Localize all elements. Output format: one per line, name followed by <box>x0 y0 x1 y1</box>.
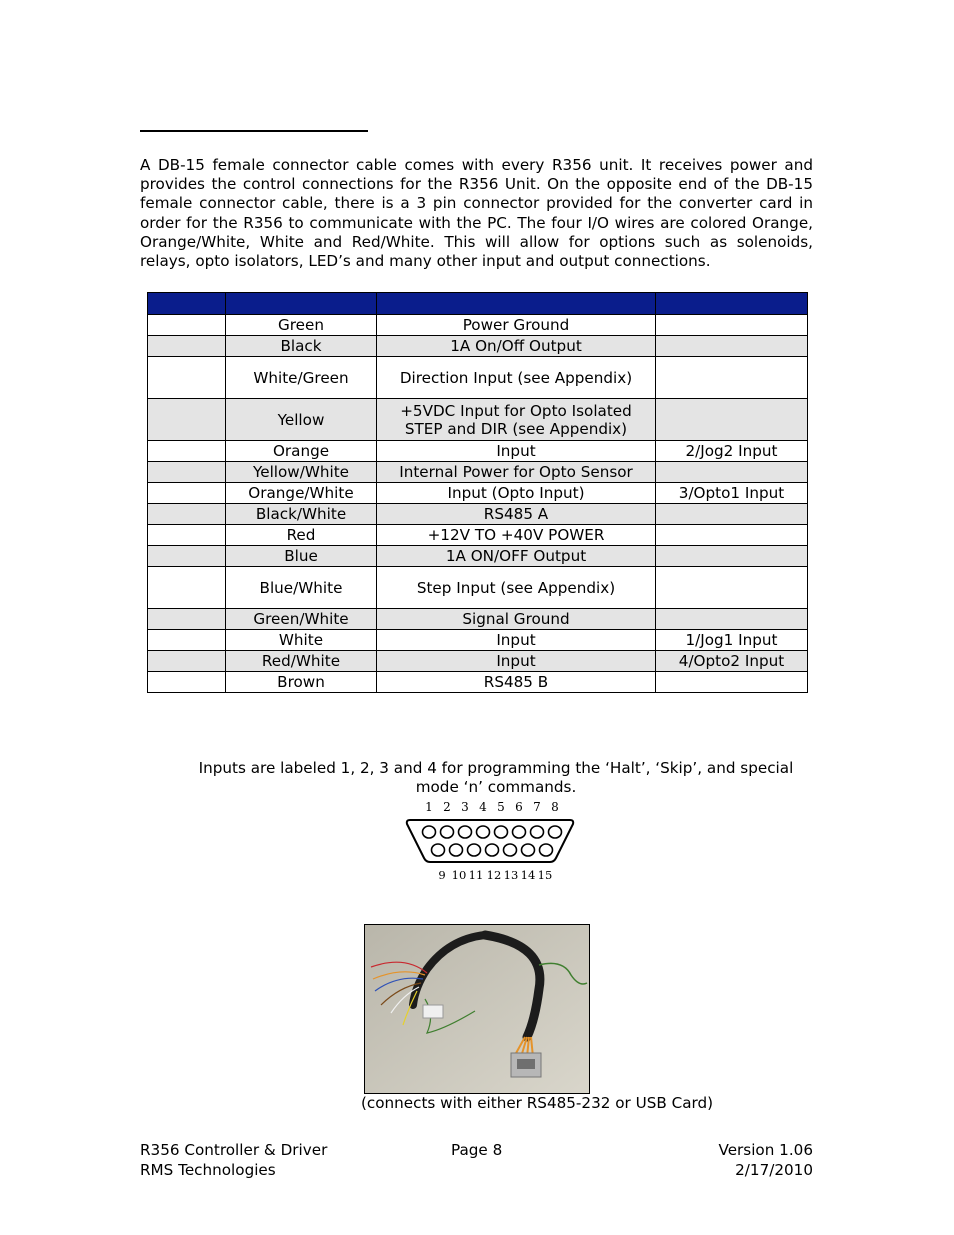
table-row: Orange Input 2/Jog2 Input <box>148 441 808 462</box>
pin-number-label: 6 <box>515 800 523 814</box>
pin-hole <box>549 826 562 838</box>
table-row: Blue/White Step Input (see Appendix) <box>148 567 808 609</box>
table-row: Blue 1A ON/OFF Output <box>148 546 808 567</box>
table-row: Black/White RS485 A <box>148 504 808 525</box>
footer-company: RMS Technologies <box>140 1160 276 1179</box>
pin-hole <box>513 826 526 838</box>
table-row: Red +12V TO +40V POWER <box>148 525 808 546</box>
footer-left <box>140 1141 327 1180</box>
pin-number-label: 10 <box>451 868 467 882</box>
pin-number-label: 11 <box>468 868 484 882</box>
table-row: Yellow +5VDC Input for Opto Isolated STEP and DIR (see Appendix) <box>148 399 808 441</box>
pin-hole <box>531 826 544 838</box>
pin-hole <box>504 844 517 856</box>
pin-hole <box>477 826 490 838</box>
pin-hole <box>486 844 499 856</box>
pin-number-label: 14 <box>520 868 536 882</box>
table-header-row <box>148 293 808 315</box>
pin-hole <box>495 826 508 838</box>
pin-number-label: 7 <box>533 800 541 814</box>
inputs-note: Inputs are labeled 1, 2, 3 and 4 for programming the ‘Halt’, ‘Skip’, and special mode ‘n’ commands. <box>198 759 794 796</box>
pin-number-label: 1 <box>425 800 433 814</box>
pin-number-label: 15 <box>537 868 553 882</box>
footer-date: 2/17/2010 <box>735 1160 813 1179</box>
heading-underline <box>140 130 368 132</box>
pin-number-label: 5 <box>497 800 505 814</box>
table-row: Yellow/White Internal Power for Opto Sensor <box>148 462 808 483</box>
footer-right <box>719 1141 814 1180</box>
pin-number-label: 4 <box>479 800 487 814</box>
pin-number-label: 3 <box>461 800 469 814</box>
table-row: White/Green Direction Input (see Appendix) <box>148 357 808 399</box>
pin-number-label: 9 <box>438 868 446 882</box>
table-row: Brown RS485 B <box>148 672 808 693</box>
pin-hole <box>423 826 436 838</box>
pin-hole <box>459 826 472 838</box>
pin-hole <box>450 844 463 856</box>
pin-hole <box>468 844 481 856</box>
table-row: Green Power Ground <box>148 315 808 336</box>
table-row: Orange/White Input (Opto Input) 3/Opto1 Input <box>148 483 808 504</box>
photo-caption: (connects with either RS485-232 or USB Card) <box>360 1094 714 1112</box>
pin-hole <box>522 844 535 856</box>
footer-product: R356 Controller & Driver <box>140 1141 328 1159</box>
pin-number-label: 12 <box>486 868 502 882</box>
table-row: White Input 1/Jog1 Input <box>148 630 808 651</box>
pin-number-label: 13 <box>503 868 519 882</box>
table-row: Black 1A On/Off Output <box>148 336 808 357</box>
page-number: Page 8 <box>451 1141 503 1159</box>
pin-number-label: 2 <box>443 800 451 814</box>
wiring-table <box>147 292 808 693</box>
table-row: Red/White Input 4/Opto2 Input <box>148 651 808 672</box>
pin-hole <box>441 826 454 838</box>
db15-connector-diagram <box>398 798 582 884</box>
pin-hole <box>540 844 553 856</box>
footer-version: Version 1.06 <box>718 1141 813 1159</box>
pin-number-label: 8 <box>551 800 559 814</box>
table-row: Green/White Signal Ground <box>148 609 808 630</box>
intro-paragraph: A DB-15 female connector cable comes with every R356 unit. It receives power and provides the control connections for the R356 Unit. On the opposite end of the DB-15 female connector cable, there is a 3 pin connector provided for the converter card in order for the R356 to communicate with the PC. The four I/O wires are colored Orange, Orange/White, White and Red/White. This will allow for options such as solenoids, relays, opto isolators, LED’s and many other input and output connections. <box>140 156 813 271</box>
pin-hole <box>432 844 445 856</box>
cable-photo <box>364 924 590 1094</box>
